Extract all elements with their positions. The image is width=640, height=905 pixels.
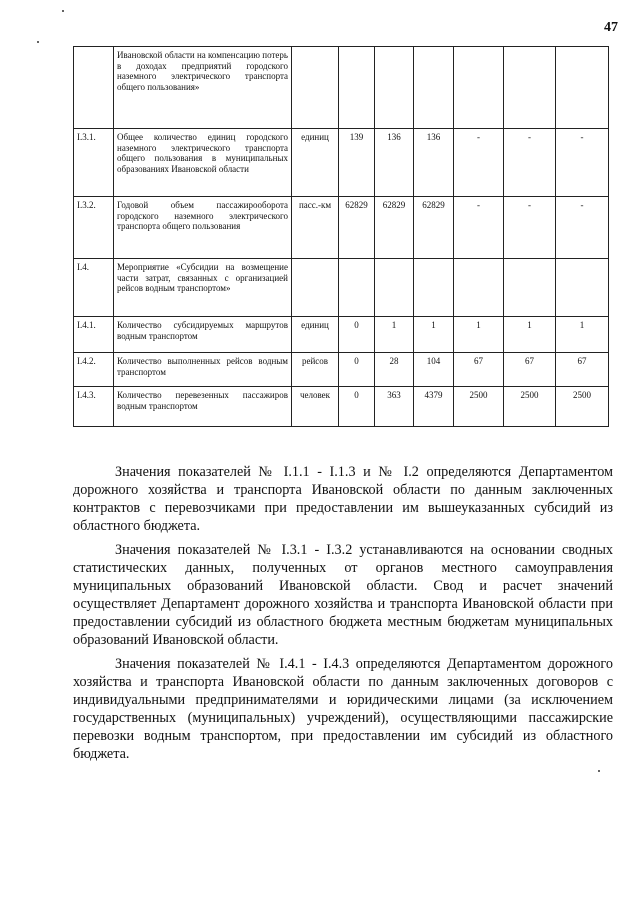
row-value: 2500 [504,387,556,427]
row-value: - [556,129,609,197]
table-row [74,387,609,427]
row-value: 1 [454,317,504,353]
row-description: Количество выполненных рейсов водным транспортом [114,353,292,387]
row-unit: пасс.-км [292,197,339,259]
row-value [504,47,556,129]
row-value: 0 [339,317,375,353]
row-value [375,259,414,317]
row-code: I.3.2. [74,197,114,259]
row-value [414,47,454,129]
row-description: Количество субсидируемых маршрутов водным транспортом [114,317,292,353]
row-value: 363 [375,387,414,427]
table-row [74,197,609,259]
row-value: 2500 [454,387,504,427]
row-code: I.3.1. [74,129,114,197]
row-value: 28 [375,353,414,387]
row-value: 136 [375,129,414,197]
paragraph: Значения показателей № I.1.1 - I.1.3 и № I.2 определяются Департаментом дорожного хозяйства и транспорта Ивановской области по данным заключенных контрактов с перевозчиками при предоставлении им вышеуказанных субсидий из областного бюджета. [73,464,613,534]
row-value: 1 [414,317,454,353]
table-row [74,317,609,353]
scan-speck [598,770,600,772]
scan-speck [62,10,64,12]
table-row [74,129,609,197]
row-description: Мероприятие «Субсидии на возмещение части затрат, связанных с организацией рейсов водным транспортом» [114,259,292,317]
explanatory-text [73,463,613,769]
table-row [74,47,609,129]
row-code: I.4.2. [74,353,114,387]
row-value [339,47,375,129]
row-description: Годовой объем пассажирооборота городского наземного электрического транспорта общего пользования [114,197,292,259]
indicators-table-body [74,47,609,427]
table-row [74,259,609,317]
row-value [414,259,454,317]
paragraph: Значения показателей № I.4.1 - I.4.3 определяются Департаментом дорожного хозяйства и транспорта Ивановской области по данным заключенных договоров с индивидуальными предпринимателями и юридическими лицами (за исключением государственных (муниципальных) учреждений), осуществляющими пассажирские перевозки водным транспортом, при предоставлении им субсидий из областного бюджета. [73,656,613,762]
row-value: 1 [556,317,609,353]
row-value: 0 [339,353,375,387]
row-value: 139 [339,129,375,197]
row-value: 67 [556,353,609,387]
row-value [556,259,609,317]
row-description: Количество перевезенных пассажиров водным транспортом [114,387,292,427]
row-value: 1 [504,317,556,353]
row-value: - [556,197,609,259]
row-unit [292,47,339,129]
row-description: Ивановской области на компенсацию потерь в доходах предприятий городского наземного электрического транспорта общего пользования» [114,47,292,129]
indicators-table [73,46,609,427]
row-value [556,47,609,129]
row-value: 104 [414,353,454,387]
row-code: I.4. [74,259,114,317]
row-value: 136 [414,129,454,197]
row-value: 62829 [339,197,375,259]
row-value: 2500 [556,387,609,427]
row-value: 62829 [414,197,454,259]
row-value: - [504,197,556,259]
row-value: 67 [454,353,504,387]
row-value [454,259,504,317]
row-unit: рейсов [292,353,339,387]
row-code: I.4.3. [74,387,114,427]
row-value: 0 [339,387,375,427]
row-description: Общее количество единиц городского наземного электрического транспорта общего пользования в муниципальных образованиях Ивановской области [114,129,292,197]
row-code: I.4.1. [74,317,114,353]
row-value: 62829 [375,197,414,259]
row-unit: единиц [292,317,339,353]
row-value [339,259,375,317]
row-code [74,47,114,129]
row-value: - [454,129,504,197]
row-unit: единиц [292,129,339,197]
row-value [504,259,556,317]
row-value: 1 [375,317,414,353]
row-value [454,47,504,129]
row-value [375,47,414,129]
row-value: 67 [504,353,556,387]
row-value: 4379 [414,387,454,427]
page-number: 47 [604,20,618,35]
scan-speck [37,41,39,43]
row-value: - [454,197,504,259]
table-row [74,353,609,387]
row-unit: человек [292,387,339,427]
row-unit [292,259,339,317]
paragraph: Значения показателей № I.3.1 - I.3.2 устанавливаются на основании сводных статистических данных, полученных от органов местного самоуправления муниципальных образований Ивановской области. Свод и расчет значений осуществляет Департамент дорожного хозяйства и транспорта Ивановской области при предоставлении субсидий из областного бюджета местным бюджетам муниципальных образований Ивановской области. [73,542,613,648]
row-value: - [504,129,556,197]
